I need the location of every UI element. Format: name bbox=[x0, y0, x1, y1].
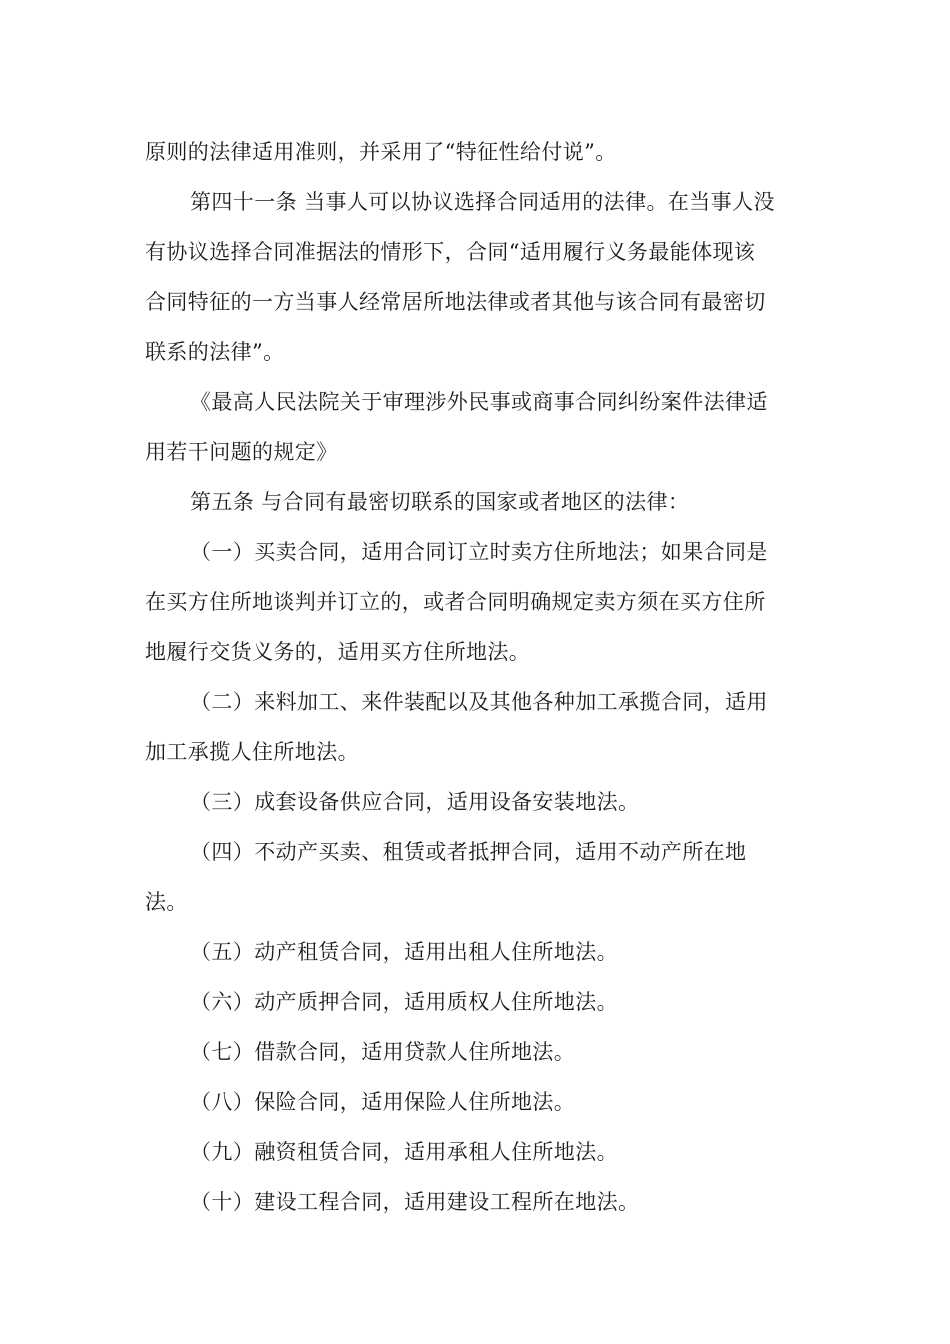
regulation-title-line: 用若干问题的规定》 bbox=[145, 440, 338, 464]
text-line: 联系的法律”。 bbox=[145, 340, 285, 364]
text-line: 地履行交货义务的，适用买方住所地法。 bbox=[145, 640, 531, 664]
text-line: 在买方住所地谈判并订立的，或者合同明确规定卖方须在买方住所 bbox=[145, 590, 766, 614]
item-4-line: （四）不动产买卖、租赁或者抵押合同，适用不动产所在地 bbox=[190, 840, 747, 864]
item-10-line: （十）建设工程合同，适用建设工程所在地法。 bbox=[190, 1190, 640, 1214]
article-41-line: 第四十一条 当事人可以协议选择合同适用的法律。在当事人没 bbox=[190, 190, 775, 214]
item-2-line: （二）来料加工、来件装配以及其他各种加工承揽合同，适用 bbox=[190, 690, 768, 714]
text-line: 合同特征的一方当事人经常居所地法律或者其他与该合同有最密切 bbox=[145, 290, 766, 314]
item-3-line: （三）成套设备供应合同，适用设备安装地法。 bbox=[190, 790, 640, 814]
regulation-title-line: 《最高人民法院关于审理涉外民事或商事合同纠纷案件法律适 bbox=[190, 390, 768, 414]
text-line: 有协议选择合同准据法的情形下，合同“适用履行义务最能体现该 bbox=[145, 240, 756, 264]
item-8-line: （八）保险合同，适用保险人住所地法。 bbox=[190, 1090, 576, 1114]
text-line: 加工承揽人住所地法。 bbox=[145, 740, 359, 764]
item-9-line: （九）融资租赁合同，适用承租人住所地法。 bbox=[190, 1140, 618, 1164]
item-7-line: （七）借款合同，适用贷款人住所地法。 bbox=[190, 1040, 576, 1064]
item-1-line: （一）买卖合同，适用合同订立时卖方住所地法；如果合同是 bbox=[190, 540, 768, 564]
item-5-line: （五）动产租赁合同，适用出租人住所地法。 bbox=[190, 940, 618, 964]
item-6-line: （六）动产质押合同，适用质权人住所地法。 bbox=[190, 990, 618, 1014]
text-line: 原则的法律适用准则，并采用了“特征性给付说”。 bbox=[145, 140, 617, 164]
article-5-line: 第五条 与合同有最密切联系的国家或者地区的法律： bbox=[190, 490, 690, 514]
text-line: 法。 bbox=[145, 890, 188, 914]
